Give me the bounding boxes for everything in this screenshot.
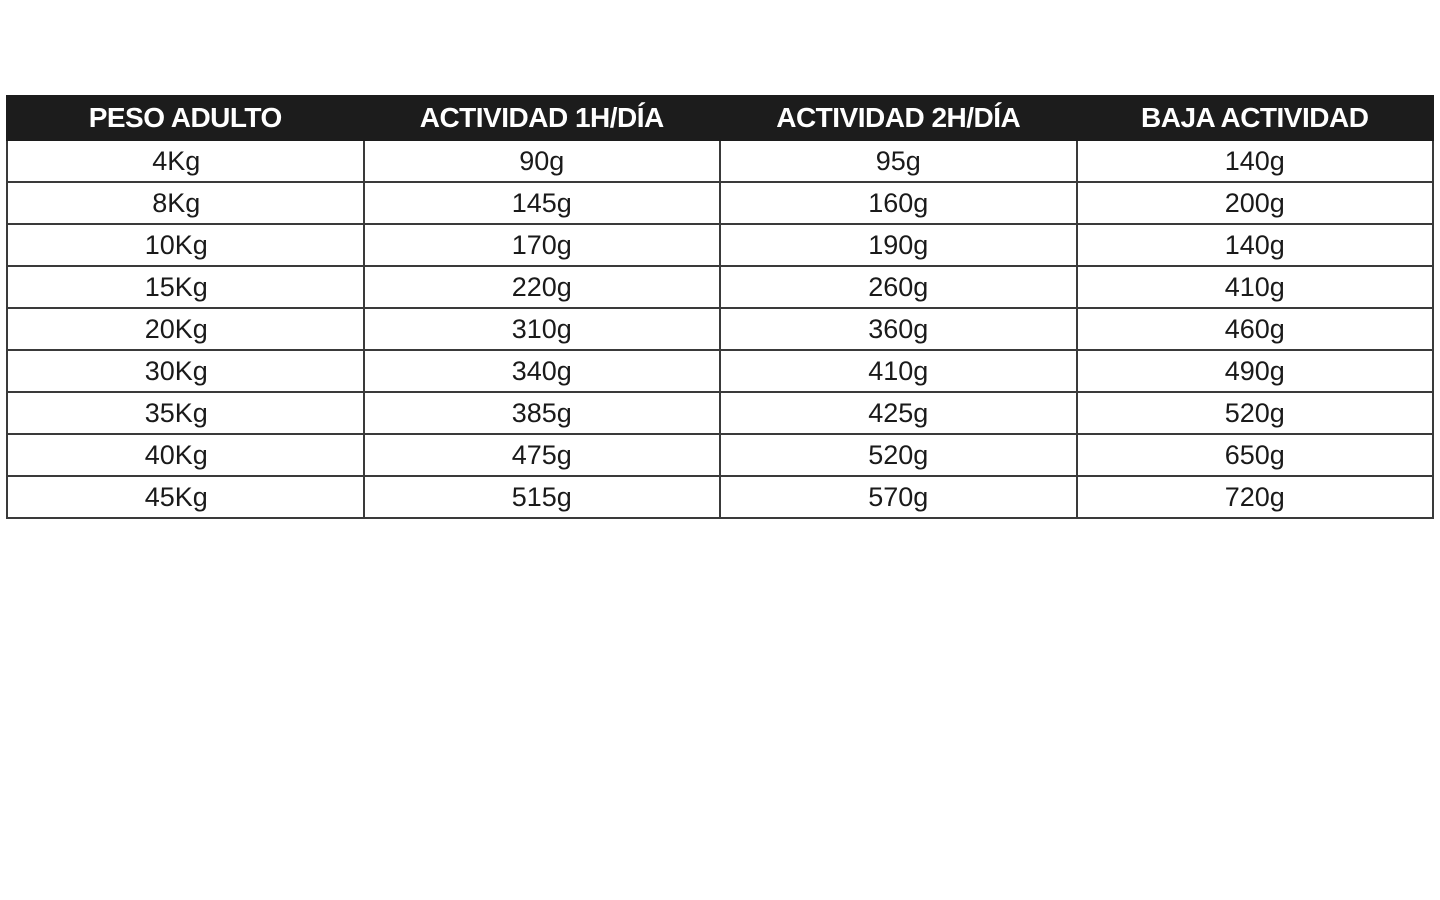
low-activity-cell: 410g — [1077, 266, 1434, 308]
activity-2h-cell: 260g — [720, 266, 1077, 308]
activity-2h-cell: 95g — [720, 140, 1077, 182]
table-row — [7, 224, 1433, 266]
header-row — [7, 96, 1433, 140]
activity-1h-cell: 220g — [364, 266, 721, 308]
low-activity-cell: 140g — [1077, 140, 1434, 182]
low-activity-cell: 490g — [1077, 350, 1434, 392]
header-baja-actividad: BAJA ACTIVIDAD — [1077, 96, 1434, 140]
table-body — [7, 140, 1433, 518]
weight-cell: 40Kg — [7, 434, 364, 476]
activity-1h-cell: 90g — [364, 140, 721, 182]
feeding-table — [6, 95, 1434, 519]
activity-1h-cell: 310g — [364, 308, 721, 350]
table-row — [7, 140, 1433, 182]
weight-cell: 45Kg — [7, 476, 364, 518]
low-activity-cell: 140g — [1077, 224, 1434, 266]
activity-1h-cell: 515g — [364, 476, 721, 518]
weight-cell: 4Kg — [7, 140, 364, 182]
low-activity-cell: 650g — [1077, 434, 1434, 476]
table-row — [7, 476, 1433, 518]
header-actividad-1h: ACTIVIDAD 1H/DÍA — [364, 96, 721, 140]
activity-1h-cell: 145g — [364, 182, 721, 224]
feeding-table-container — [6, 95, 1434, 519]
header-actividad-2h: ACTIVIDAD 2H/DÍA — [720, 96, 1077, 140]
low-activity-cell: 200g — [1077, 182, 1434, 224]
table-row — [7, 434, 1433, 476]
weight-cell: 15Kg — [7, 266, 364, 308]
activity-1h-cell: 385g — [364, 392, 721, 434]
weight-cell: 10Kg — [7, 224, 364, 266]
weight-cell: 20Kg — [7, 308, 364, 350]
table-row — [7, 182, 1433, 224]
activity-2h-cell: 520g — [720, 434, 1077, 476]
low-activity-cell: 720g — [1077, 476, 1434, 518]
table-row — [7, 392, 1433, 434]
activity-1h-cell: 340g — [364, 350, 721, 392]
activity-2h-cell: 570g — [720, 476, 1077, 518]
low-activity-cell: 520g — [1077, 392, 1434, 434]
activity-1h-cell: 170g — [364, 224, 721, 266]
weight-cell: 8Kg — [7, 182, 364, 224]
weight-cell: 35Kg — [7, 392, 364, 434]
activity-2h-cell: 360g — [720, 308, 1077, 350]
table-row — [7, 308, 1433, 350]
table-row — [7, 350, 1433, 392]
activity-1h-cell: 475g — [364, 434, 721, 476]
table-row — [7, 266, 1433, 308]
activity-2h-cell: 190g — [720, 224, 1077, 266]
header-peso-adulto: PESO ADULTO — [7, 96, 364, 140]
activity-2h-cell: 425g — [720, 392, 1077, 434]
activity-2h-cell: 160g — [720, 182, 1077, 224]
activity-2h-cell: 410g — [720, 350, 1077, 392]
weight-cell: 30Kg — [7, 350, 364, 392]
table-header — [7, 96, 1433, 140]
low-activity-cell: 460g — [1077, 308, 1434, 350]
